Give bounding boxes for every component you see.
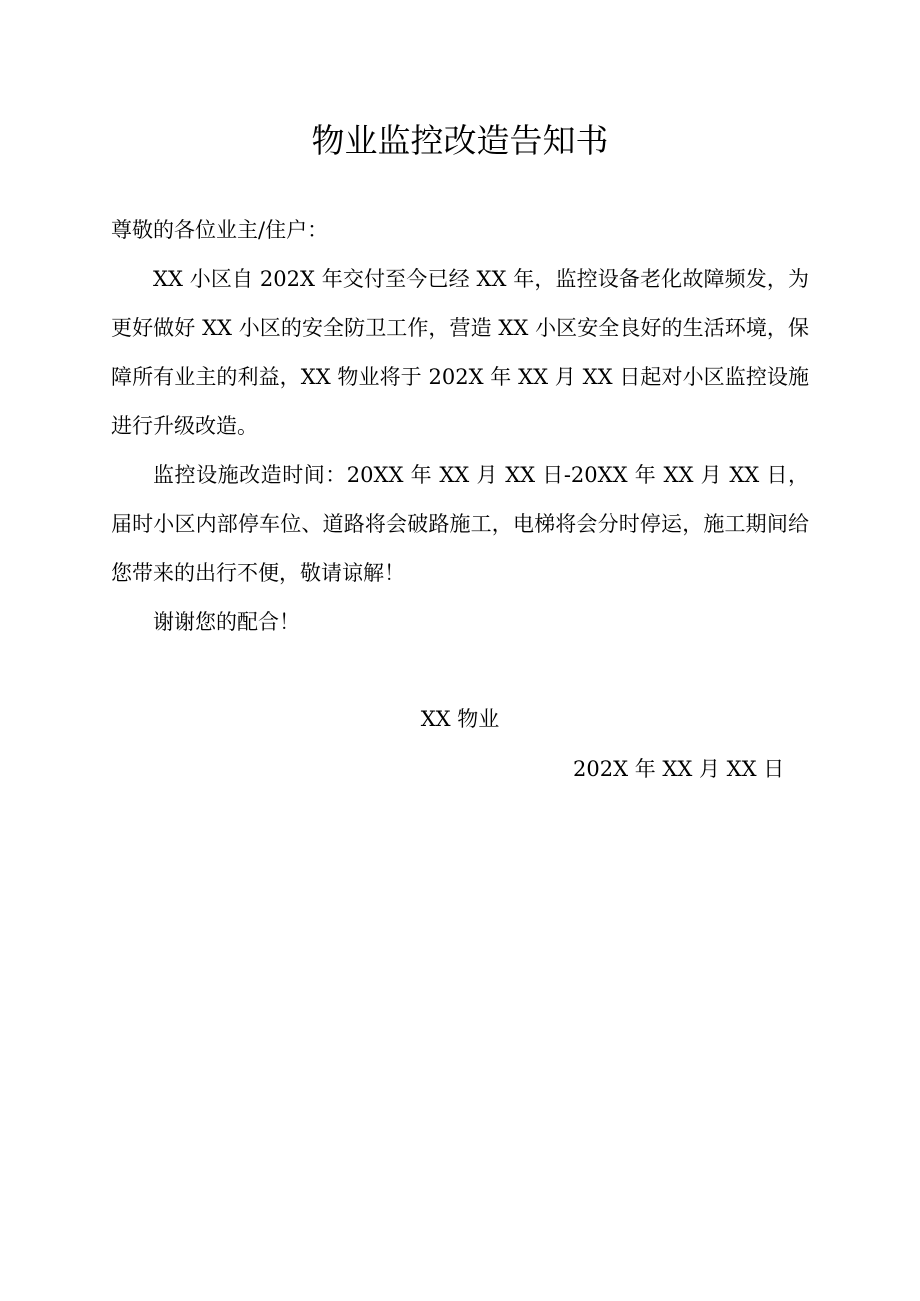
salutation: 尊敬的各位业主/住户：	[111, 218, 329, 242]
document-body	[111, 206, 809, 647]
paragraph-schedule: 监控设施改造时间：20XX 年 XX 月 XX 日-20XX 年 XX 月 XX 日，届时小区内部停车位、道路将会破路施工，电梯将会分时停运，施工期间给您带来的出行不便，敬请谅解！	[111, 463, 809, 585]
paragraph-thanks: 谢谢您的配合！	[153, 610, 300, 634]
signature: XX 物业	[420, 707, 500, 731]
document-title: 物业监控改造告知书	[311, 121, 609, 160]
paragraph-notice: XX 小区自 202X 年交付至今已经 XX 年，监控设备老化故障频发，为更好做好 XX 小区的安全防卫工作，营造 XX 小区安全良好的生活环境，保障所有业主的利益，XX 物业将于 202X 年 XX 月 XX 日起对小区监控设施进行升级改造。	[111, 267, 809, 438]
signature-date: 202X 年 XX 月 XX 日	[573, 757, 785, 781]
